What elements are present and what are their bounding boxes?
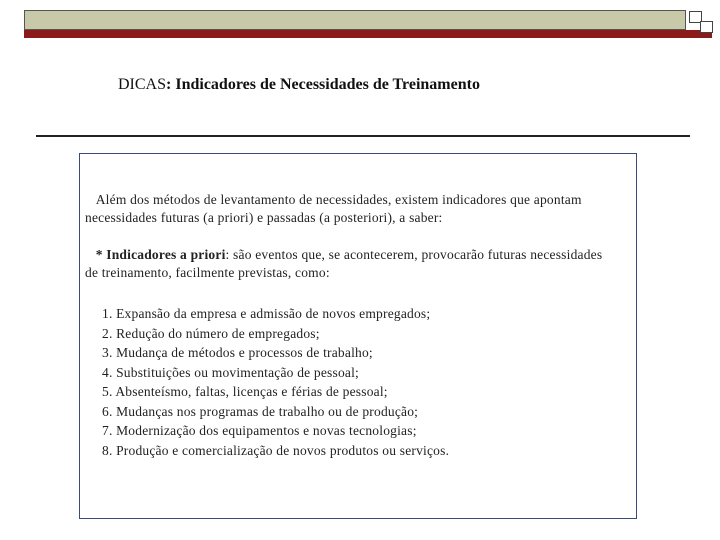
- title-text: : Indicadores de Necessidades de Treinamento: [166, 76, 480, 93]
- list-item: 5. Absenteísmo, faltas, licenças e férias de pessoal;: [102, 384, 388, 399]
- priori-text: : são eventos que, se acontecerem, provocarão futuras necessidades de treinamento, facilmente previstas, como:: [85, 247, 603, 280]
- list-item: 8. Produção e comercialização de novos produtos ou serviços.: [102, 442, 450, 458]
- list-item: 2. Redução do número de empregados;: [102, 325, 320, 341]
- divider: [36, 135, 690, 137]
- intro-paragraph: [85, 191, 615, 227]
- intro-text: Além dos métodos de levantamento de necessidades, existem indicadores que apontam necessidades futuras (a priori) e passadas (a posteriori), a saber:: [85, 192, 582, 225]
- decorative-square: [700, 21, 713, 33]
- list-item: 6. Mudanças nos programas de trabalho ou de produção;: [102, 403, 419, 419]
- slide-title: [118, 76, 480, 94]
- list-item: 4. Substituições ou movimentação de pessoal;: [102, 364, 360, 380]
- priori-label: * Indicadores a priori: [95, 247, 226, 262]
- list-item: 1. Expansão da empresa e admissão de novos empregados;: [102, 306, 431, 321]
- header-bar: [24, 10, 686, 30]
- indicator-list: [102, 304, 449, 460]
- list-item: 7. Modernização dos equipamentos e novas tecnologias;: [102, 423, 417, 438]
- priori-paragraph: [85, 246, 615, 282]
- header-accent-bar: [24, 30, 712, 38]
- list-item: 3. Mudança de métodos e processos de trabalho;: [102, 345, 373, 360]
- title-prefix: DICAS: [118, 76, 167, 93]
